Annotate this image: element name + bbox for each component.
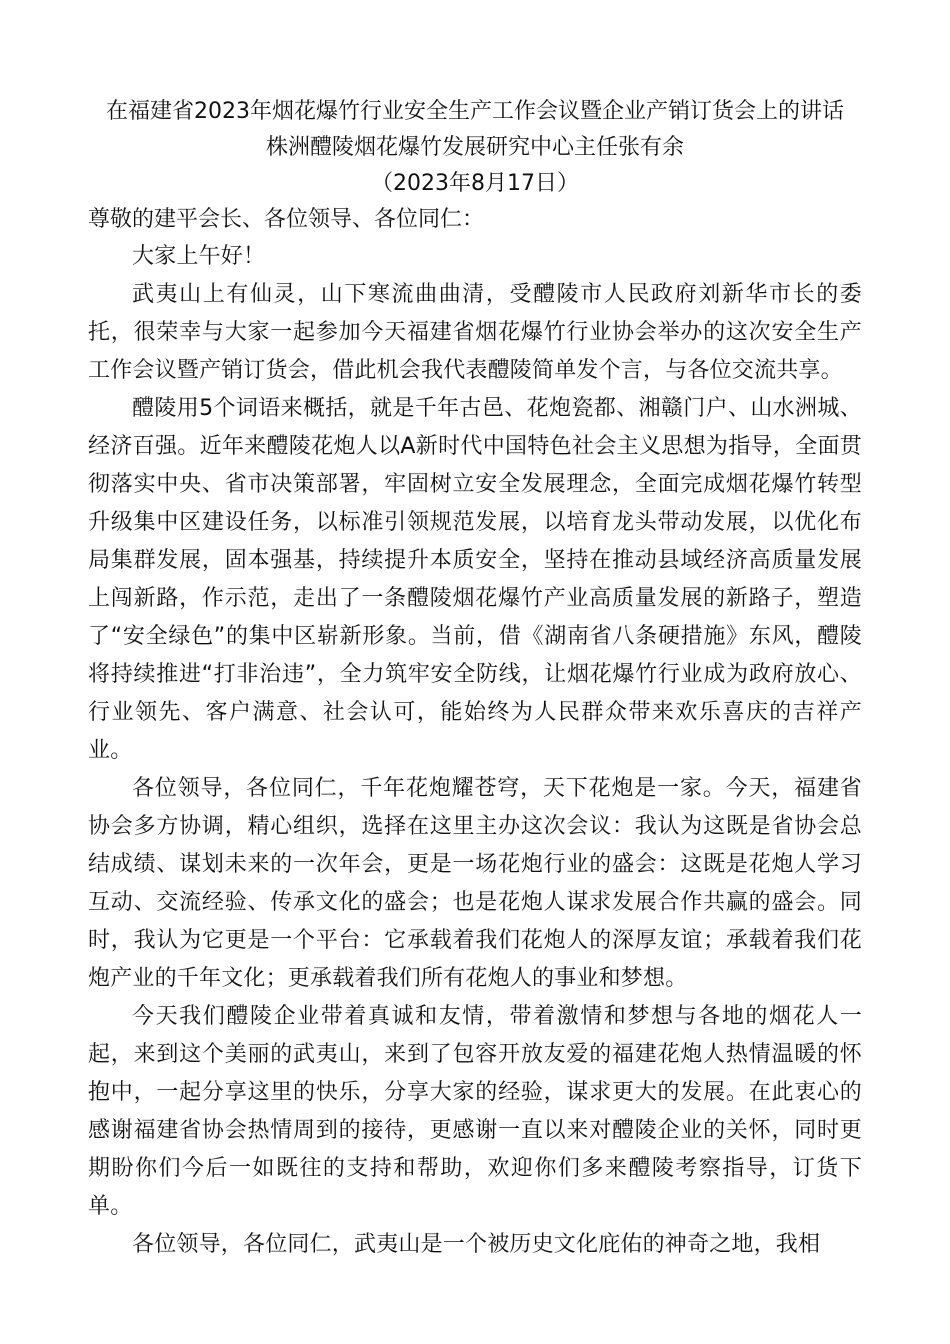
paragraph-liling-overview: 醴陵用5个词语来概括，就是千年古邑、花炮瓷都、湘赣门户、山水洲城、经济百强。近年来醴陵花炮人以A新时代中国特色社会主义思想为指导，全面贯彻落实中央、省市决策部署，牢固树立安全发展理念，全面完成烟花爆竹转型升级集中区建设任务，以标准引领规范发展，以培育龙头带动发展，以优化布局集群发展，固本强基，持续提升本质安全，坚持在推动县域经济高质量发展上闯新路，作示范，走出了一条醴陵烟花爆竹产业高质量发展的新路子，塑造了“安全绿色”的集中区崭新形象。当前，借《湖南省八条硬措施》东风，醴陵将持续推进“打非治违”，全力筑牢安全防线，让烟花爆竹行业成为政府放心、行业领先、客户满意、社会认可，能始终为人民群众带来欢乐喜庆的吉祥产业。 xyxy=(88,396,862,763)
document-page xyxy=(88,94,862,1264)
paragraph-intro: 武夷山上有仙灵，山下寒流曲曲清，受醴陵市人民政府刘新华市长的委托，很荣幸与大家一起参加今天福建省烟花爆竹行业协会举办的这次安全生产工作会议暨产销订货会，借此机会我代表醴陵简单发个言，与各位交流共享。 xyxy=(88,282,862,383)
paragraph-greeting: 大家上午好！ xyxy=(132,244,266,269)
salutation: 尊敬的建平会长、各位领导、各位同仁： xyxy=(88,207,485,232)
paragraph-thanks: 今天我们醴陵企业带着真诚和友情，带着激情和梦想与各地的烟花人一起，来到这个美丽的武夷山，来到了包容开放友爱的福建花炮人热情温暖的怀抱中，一起分享这里的快乐，分享大家的经验，谋求更大的发展。在此衷心的感谢福建省协会热情周到的接待，更感谢一直以来对醴陵企业的关怀，同时更期盼你们今后一如既往的支持和帮助，欢迎你们多来醴陵考察指导，订货下单。 xyxy=(88,1004,862,1219)
paragraph-wuyishan: 各位领导，各位同仁，武夷山是一个被历史文化庇佑的神奇之地，我相 xyxy=(132,1232,821,1257)
date-line: （2023年8月17日） xyxy=(371,171,579,196)
document-title: 在福建省2023年烟花爆竹行业安全生产工作会议暨企业产销订货会上的讲话 xyxy=(106,99,844,124)
paragraph-conference: 各位领导，各位同仁，千年花炮耀苍穹，天下花炮是一家。今天，福建省协会多方协调，精心组织，选择在这里主办这次会议：我认为这既是省协会总结成绩、谋划未来的一次年会，更是一场花炮行业的盛会：这既是花炮人学习互动、交流经验、传承文化的盛会；也是花炮人谋求发展合作共赢的盛会。同时，我认为它更是一个平台：它承载着我们花炮人的深厚友谊；承载着我们花炮产业的千年文化；更承载着我们所有花炮人的事业和梦想。 xyxy=(88,776,862,991)
speaker-line: 株洲醴陵烟花爆竹发展研究中心主任张有余 xyxy=(265,135,684,160)
